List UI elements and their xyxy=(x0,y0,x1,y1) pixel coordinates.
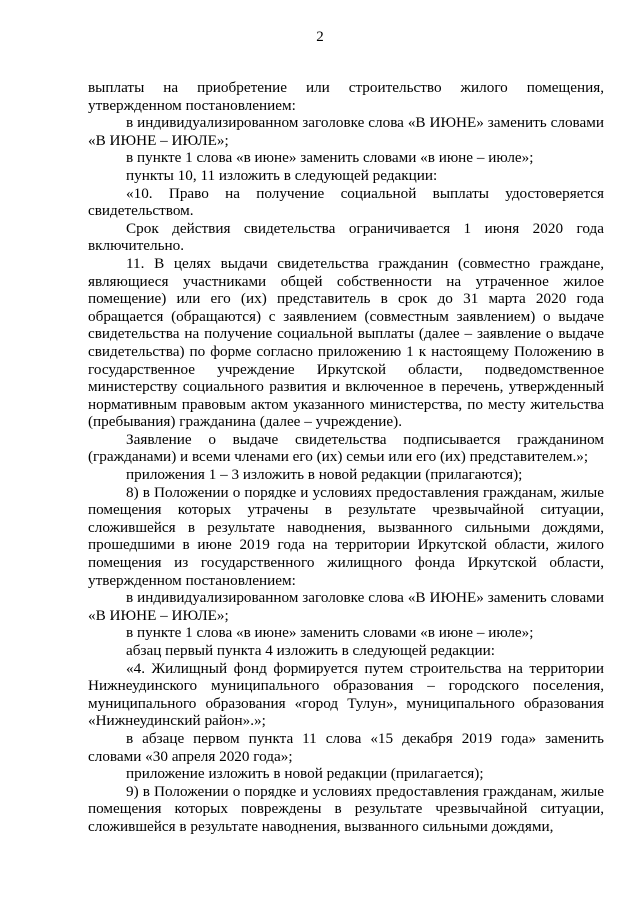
paragraph: «10. Право на получение социальной выплаты удостоверяется свидетельством. xyxy=(88,184,604,220)
page-number: 2 xyxy=(316,29,324,45)
document-body xyxy=(88,79,604,836)
paragraph: в абзаце первом пункта 11 слова «15 декабря 2019 года» заменить словами «30 апреля 2020 года»; xyxy=(88,729,604,765)
paragraph: в пункте 1 слова «в июне» заменить словами «в июне – июле»; xyxy=(126,624,534,642)
paragraph: Срок действия свидетельства ограничивается 1 июня 2020 года включительно. xyxy=(88,219,604,255)
paragraph: 11. В целях выдачи свидетельства гражданин (совместно граждане, являющиеся участниками общей собственности на утраченное жилое помещение) или его (их) представитель в срок до 31 марта 2020 года обращается (обращаются) с заявлением (совместным заявлением) о выдаче свидетельства на получение социальной выплаты (далее – заявление о выдаче свидетельства) по форме согласно приложению 1 к настоящему Положению в государственное учреждение Иркутской области, подведомственное министерству социального развития и включенное в перечень, утвержденный нормативным правовым актом указанного министерства, по месту жительства (пребывания) гражданина (далее – учреждение). xyxy=(88,254,604,431)
paragraph: приложение изложить в новой редакции (прилагается); xyxy=(126,765,484,783)
paragraph: абзац первый пункта 4 изложить в следующей редакции: xyxy=(126,642,496,659)
paragraph: Заявление о выдаче свидетельства подписывается гражданином (гражданами) и всеми членами его (их) семьи или его (их) представителем.»; xyxy=(88,430,604,466)
paragraph: приложения 1 – 3 изложить в новой редакции (прилагаются); xyxy=(126,466,523,484)
paragraph: пункты 10, 11 изложить в следующей редакции: xyxy=(126,166,438,184)
paragraph: в индивидуализированном заголовке слова «В ИЮНЕ» заменить словами «В ИЮНЕ – ИЮЛЕ»; xyxy=(88,114,604,149)
paragraph: 9) в Положении о порядке и условиях предоставления гражданам, жилые помещения которых повреждены в результате чрезвычайной ситуации, сложившейся в результате наводнения, вызванного сильными дождями, xyxy=(88,782,604,835)
paragraph: «4. Жилищный фонд формируется путем строительства на территории Нижнеудинского муниципального образования – городского поселения, муниципального образования «город Тулун», муниципального образования «Нижнеудинский район».»; xyxy=(88,659,604,730)
paragraph: выплаты на приобретение или строительство жилого помещения, утвержденном постановлением: xyxy=(88,79,604,114)
paragraph: в индивидуализированном заголовке слова «В ИЮНЕ» заменить словами «В ИЮНЕ – ИЮЛЕ»; xyxy=(88,589,604,624)
paragraph: в пункте 1 слова «в июне» заменить словами «в июне – июле»; xyxy=(126,149,534,167)
paragraph: 8) в Положении о порядке и условиях предоставления гражданам, жилые помещения которых утрачены в результате чрезвычайной ситуации, сложившейся в результате наводнения, вызванного сильными дождями, прошедшими в июне 2019 года на территории Иркутской области, жилого помещения из государственного жилищного фонда Иркутской области, утвержденном постановлением: xyxy=(88,483,604,589)
